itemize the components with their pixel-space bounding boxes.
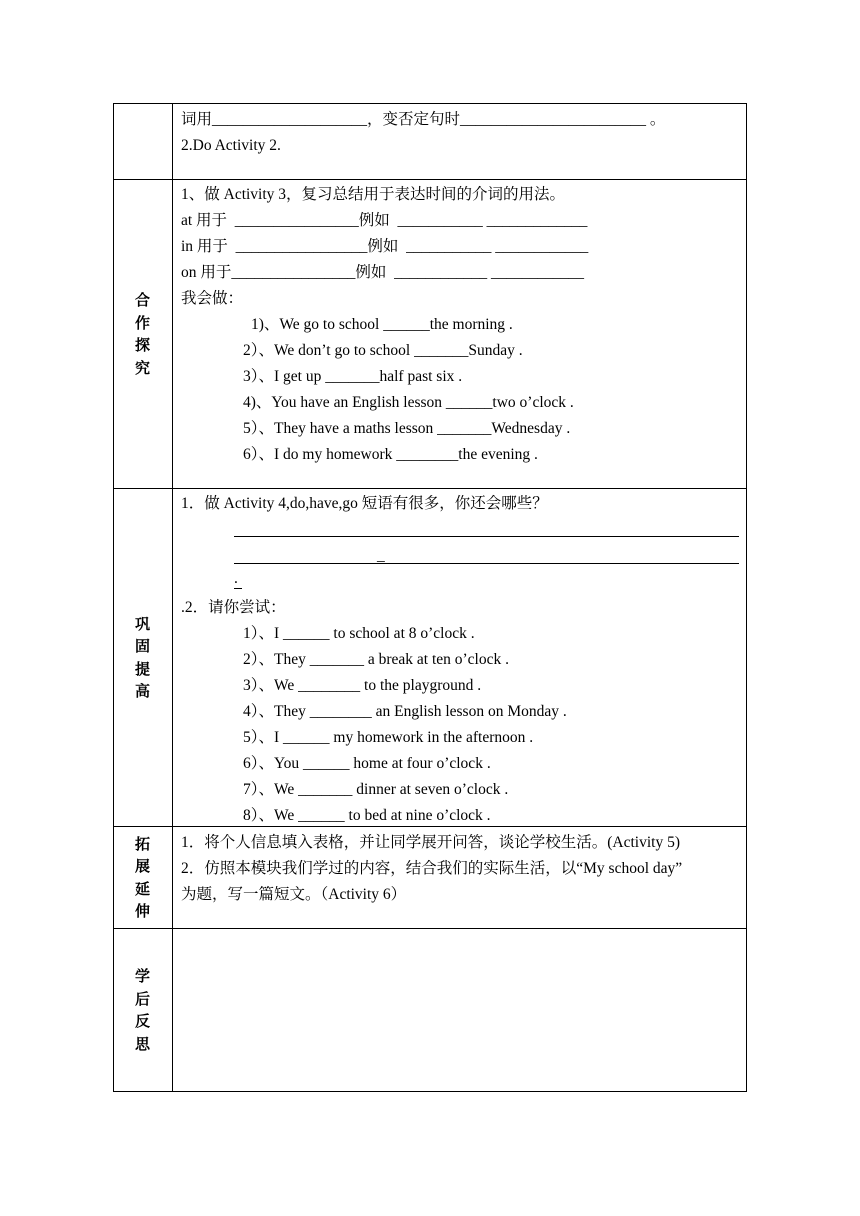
row4-line-2: 2．仿照本模块我们学过的内容，结合我们的实际生活，以“My school day” — [181, 860, 683, 877]
row3-exercise-5: 5）、I ______ my homework in the afternoon . — [243, 729, 534, 746]
row3-exercise-3: 3）、We ________ to the playground . — [243, 677, 482, 694]
table-border-right — [746, 103, 747, 1092]
row3-exercise-4: 4）、They ________ an English lesson on Monday . — [243, 703, 567, 720]
row3-exercise-2: 2）、They _______ a break at ten o’clock . — [243, 651, 509, 668]
row-label-cooperative-inquiry: 合作探究 — [134, 291, 150, 377]
answer-line — [234, 563, 739, 564]
table-border-top — [113, 103, 747, 104]
reflection-writing-area[interactable] — [173, 929, 746, 1091]
row2-line-4: on 用于________________例如 ____________ ____________ — [181, 264, 585, 281]
row-label-reflection: 学后反思 — [134, 967, 150, 1053]
row2-exercise-3: 3）、I get up _______half past six . — [243, 368, 463, 385]
row-label-consolidate-improve: 巩固提高 — [134, 614, 150, 700]
row4-line-1: 1．将个人信息填入表格，并让同学展开问答，谈论学校生活。(Activity 5) — [181, 834, 680, 851]
row2-exercise-1: 1)、We go to school ______the morning . — [251, 316, 513, 333]
answer-line — [234, 536, 739, 537]
row4-line-3: 为题，写一篇短文。（Activity 6） — [181, 886, 407, 903]
row2-exercise-4: 4)、You have an English lesson ______two o’clock . — [243, 394, 574, 411]
table-border-bottom — [113, 1091, 747, 1092]
row3-exercise-8: 8）、We ______ to bed at nine o’clock . — [243, 807, 491, 824]
row1-line-2: 2.Do Activity 2. — [181, 137, 281, 154]
row3-line-1: 1．做 Activity 4,do,have,go 短语有很多，你还会哪些？ — [181, 495, 548, 512]
row3-period: . — [234, 570, 238, 587]
row1-line-1: 词用____________________，变否定句时________________________ 。 — [181, 111, 666, 128]
row2-line-3: in 用于 _________________例如 ___________ ____________ — [181, 238, 589, 255]
row-divider — [113, 488, 747, 489]
row3-line-2: .2．请你尝试： — [181, 599, 286, 616]
row3-exercise-7: 7）、We _______ dinner at seven o’clock . — [243, 781, 509, 798]
row-label-extension: 拓展延伸 — [134, 834, 150, 920]
row2-exercise-2: 2）、We don’t go to school _______Sunday . — [243, 342, 523, 359]
row-divider — [113, 179, 747, 180]
row2-line-2: at 用于 ________________例如 ___________ _____________ — [181, 212, 588, 229]
row3-underscore: _ — [377, 547, 385, 564]
worksheet-table — [113, 103, 747, 1092]
row2-line-5: 我会做： — [181, 290, 244, 307]
row3-exercise-1: 1）、I ______ to school at 8 o’clock . — [243, 625, 475, 642]
row2-exercise-5: 5）、They have a maths lesson _______Wednesday . — [243, 420, 571, 437]
answer-line — [234, 588, 242, 589]
row2-line-1: 1、做 Activity 3，复习总结用于表达时间的介词的用法。 — [181, 186, 566, 203]
row2-exercise-6: 6）、I do my homework ________the evening . — [243, 446, 538, 463]
row-divider — [113, 826, 747, 827]
row3-exercise-6: 6）、You ______ home at four o’clock . — [243, 755, 491, 772]
